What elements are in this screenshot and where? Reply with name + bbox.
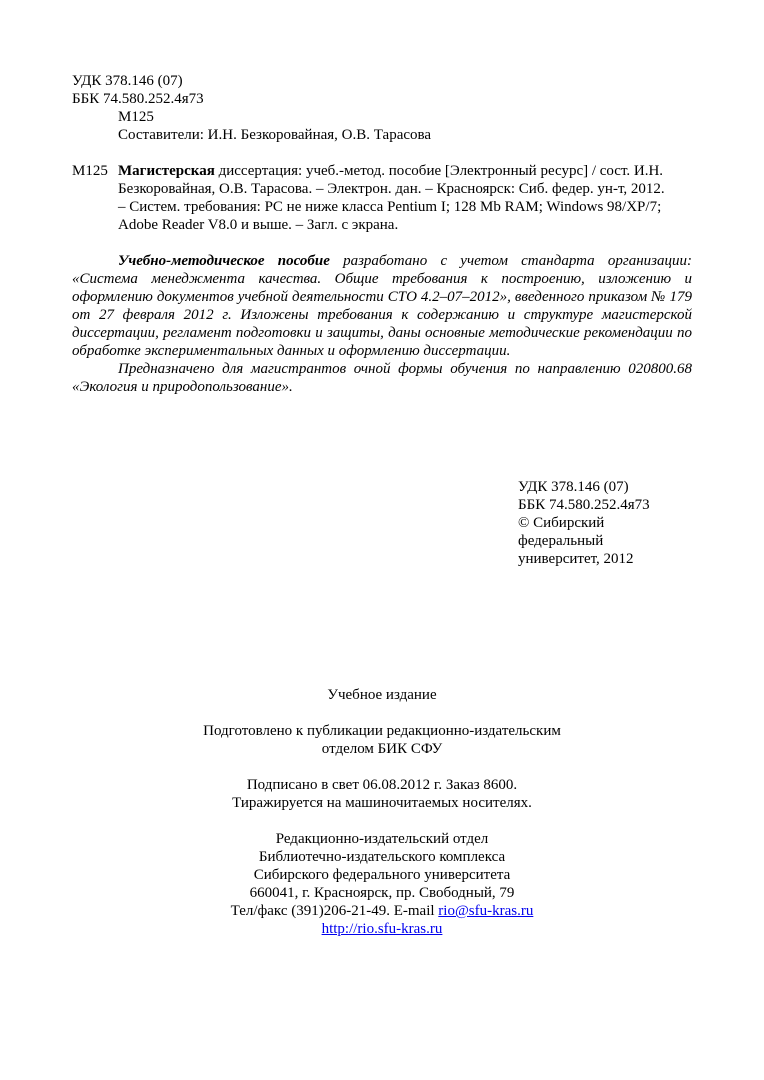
entry-title: Магистерская (118, 163, 215, 179)
abstract (72, 252, 692, 396)
email-link[interactable]: rio@sfu-kras.ru (438, 903, 534, 919)
copies-info: Тиражируется на машиночитаемых носителях. (232, 795, 532, 811)
entry-line-1: диссертация: учеб.-метод. пособие [Электронный ресурс] / сост. И.Н. (218, 163, 664, 179)
compilers: Составители: И.Н. Безкоровайная, О.В. Тарасова (118, 127, 432, 143)
entry-line-4: Adobe Reader V8.0 и выше. – Загл. с экрана. (118, 217, 399, 233)
contact-line (0, 902, 764, 920)
entry-line-3: – Систем. требования: PC не ниже класса Pentium I; 128 Mb RAM; Windows 98/XP/7; (118, 199, 662, 215)
abstract-paragraph-1 (72, 252, 692, 360)
address: 660041, г. Красноярск, пр. Свободный, 79 (249, 885, 515, 901)
entry-line-2: Безкоровайная, О.В. Тарасова. – Электрон. дан. – Красноярск: Сиб. федер. ун-т, 2012. (118, 181, 665, 197)
entry-code: М125 (72, 163, 108, 179)
copyright-udk: УДК 378.146 (07) (518, 479, 629, 495)
imprint (0, 686, 764, 938)
abstract-lead: Учебно-методическое пособие (118, 253, 330, 269)
bibliographic-entry (72, 162, 696, 234)
phone-fax: Тел/факс (391)206-21-49. E-mail (230, 903, 439, 919)
edition-type: Учебное издание (327, 687, 437, 703)
copyright-bbk: ББК 74.580.252.4я73 (518, 497, 650, 513)
dept-line-3: Сибирского федерального университета (253, 867, 511, 883)
dept-line-1: Редакционно-издательский отдел (275, 831, 489, 847)
copyright-line-2: федеральный (518, 533, 604, 549)
prepared-line-1: Подготовлено к публикации редакционно-издательским (203, 723, 561, 739)
copyright-line-1: © Сибирский (518, 515, 605, 531)
abstract-paragraph-2: Предназначено для магистрантов очной формы обучения по направлению 020800.68 «Экология и природопользование». (72, 361, 692, 395)
udk-code: УДК 378.146 (07) (72, 73, 183, 89)
copyright-line-3: университет, 2012 (518, 551, 634, 567)
author-mark: М125 (118, 109, 154, 125)
dept-line-2: Библиотечно-издательского комплекса (258, 849, 506, 865)
bbk-code: ББК 74.580.252.4я73 (72, 91, 204, 107)
copyright-block (518, 478, 658, 568)
abstract-text-1: разработано с учетом стандарта организации: «Система менеджмента качества. Общие требования к построению, изложению и оформлению документов учебной деятельности СТО 4.2–07–2012», введенного приказом № 179 от 27 февраля 2012 г. Изложены требования к содержанию и структуре магистерской диссертации, регламент подготовки и защиты, даны основные методические рекомендации по обработке экспериментальных данных и оформлению диссертации. (72, 253, 692, 359)
signed-info: Подписано в свет 06.08.2012 г. Заказ 8600. (246, 777, 518, 793)
website-link[interactable]: http://rio.sfu-kras.ru (321, 921, 443, 937)
prepared-line-2: отделом БИК СФУ (321, 741, 443, 757)
